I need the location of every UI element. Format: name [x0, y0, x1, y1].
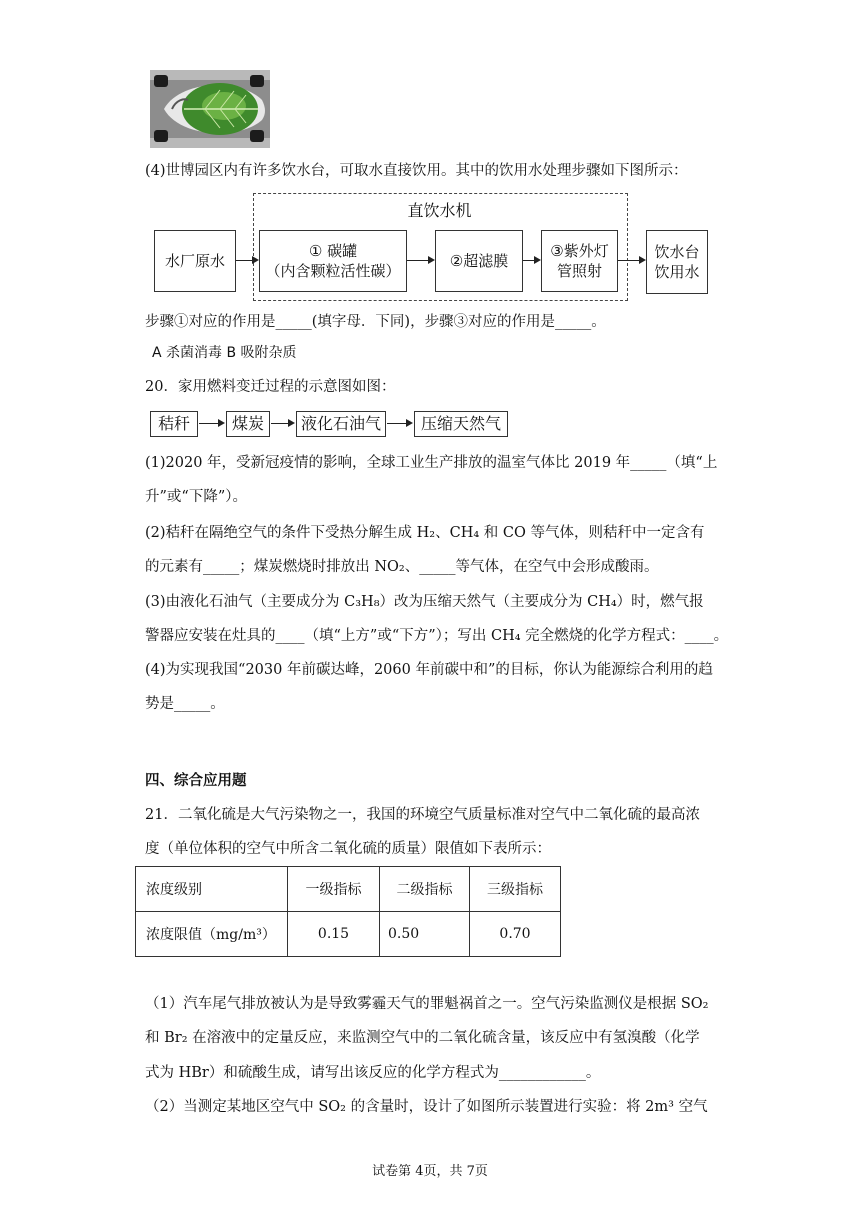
table-cell: 0.15 — [288, 912, 380, 957]
fuel-arrow-1 — [199, 423, 223, 424]
table-cell: 二级指标 — [380, 867, 470, 912]
box-drinking-fountain: 饮水台 饮用水 — [646, 230, 708, 294]
table-cell: 0.70 — [470, 912, 561, 957]
arrow-1 — [236, 260, 257, 261]
q19-answer-line: 步骤①对应的作用是_____(填字母．下同)，步骤③对应的作用是_____。 — [145, 314, 606, 330]
section-4-heading: 四、综合应用题 — [145, 773, 247, 789]
box-raw-water: 水厂原水 — [154, 230, 236, 292]
table-row — [136, 867, 561, 912]
arrow-4 — [618, 260, 644, 261]
table-cell: 一级指标 — [288, 867, 380, 912]
page-footer: 试卷第 4页，共 7页 — [372, 1164, 488, 1179]
q20-line-3: (2)秸秆在隔绝空气的条件下受热分解生成 H₂、CH₄ 和 CO 等气体，则秸秆中一定含有 — [145, 525, 705, 541]
q21-line-1: （1）汽车尾气排放被认为是导致雾霾天气的罪魁祸首之一。空气污染监测仪是根据 SO₂ — [145, 996, 709, 1012]
q19-part4-text: (4)世博园区内有许多饮水台，可取水直接饮用。其中的饮用水处理步骤如下图所示： — [145, 163, 688, 179]
table-cell: 0.50 — [380, 912, 470, 957]
fuel-arrow-2 — [271, 423, 293, 424]
q20-line-6: 警器应安装在灶具的____（填“上方”或“下方”）；写出 CH₄ 完全燃烧的化学方程式：____。 — [145, 628, 729, 644]
table-cell: 浓度级别 — [136, 867, 288, 912]
q21-line-2: 和 Br₂ 在溶液中的定量反应，来监测空气中的二氧化硫含量，该反应中有氢溴酸（化学 — [145, 1030, 700, 1046]
fuel-cng: 压缩天然气 — [414, 411, 508, 437]
box-ultrafiltration: ②超滤膜 — [435, 230, 523, 292]
q21-stem-2: 度（单位体积的空气中所含二氧化硫的质量）限值如下表所示： — [145, 841, 551, 857]
q20-line-2: 升”或“下降”）。 — [145, 489, 247, 505]
fuel-lpg: 液化石油气 — [296, 411, 386, 437]
q21-line-4: （2）当测定某地区空气中 SO₂ 的含量时，设计了如图所示装置进行实验：将 2m³ 空气 — [145, 1099, 708, 1115]
table-row — [136, 912, 561, 957]
q19-options: A 杀菌消毒 B 吸附杂质 — [152, 345, 297, 361]
fuel-straw: 秸秆 — [150, 411, 198, 437]
q20-line-7: (4)为实现我国“2030 年前碳达峰，2060 年前碳中和”的目标，你认为能源综合利用的趋 — [145, 662, 713, 678]
box-uv-lamp: ③紫外灯 管照射 — [541, 230, 618, 292]
table-cell: 浓度限值（mg/m³） — [136, 912, 288, 957]
box-carbon-tank: ① 碳罐 （内含颗粒活性碳） — [259, 230, 407, 292]
q20-line-1: (1)2020 年，受新冠疫情的影响，全球工业生产排放的温室气体比 2019 年_____（填“上 — [145, 455, 718, 471]
q21-stem-1: 21．二氧化硫是大气污染物之一，我国的环境空气质量标准对空气中二氧化硫的最高浓 — [145, 807, 700, 823]
fuel-coal: 煤炭 — [226, 411, 270, 437]
arrow-3 — [523, 260, 539, 261]
q20-line-4: 的元素有_____；煤炭燃烧时排放出 NO₂、_____等气体，在空气中会形成酸雨。 — [145, 559, 659, 575]
so2-limit-table — [135, 866, 561, 957]
q21-line-3: 式为 HBr）和硫酸生成，请写出该反应的化学方程式为____________。 — [145, 1065, 601, 1081]
q20-line-8: 势是_____。 — [145, 696, 225, 712]
q20-line-5: (3)由液化石油气（主要成分为 C₃H₈）改为压缩天然气（主要成分为 CH₄）时，燃气报 — [145, 594, 704, 610]
table-cell: 三级指标 — [470, 867, 561, 912]
fuel-arrow-3 — [387, 423, 411, 424]
diagram-title: 直饮水机 — [407, 201, 472, 220]
q20-stem: 20．家用燃料变迁过程的示意图如图： — [145, 379, 396, 395]
leaf-car-image — [150, 70, 270, 148]
arrow-2 — [407, 260, 433, 261]
